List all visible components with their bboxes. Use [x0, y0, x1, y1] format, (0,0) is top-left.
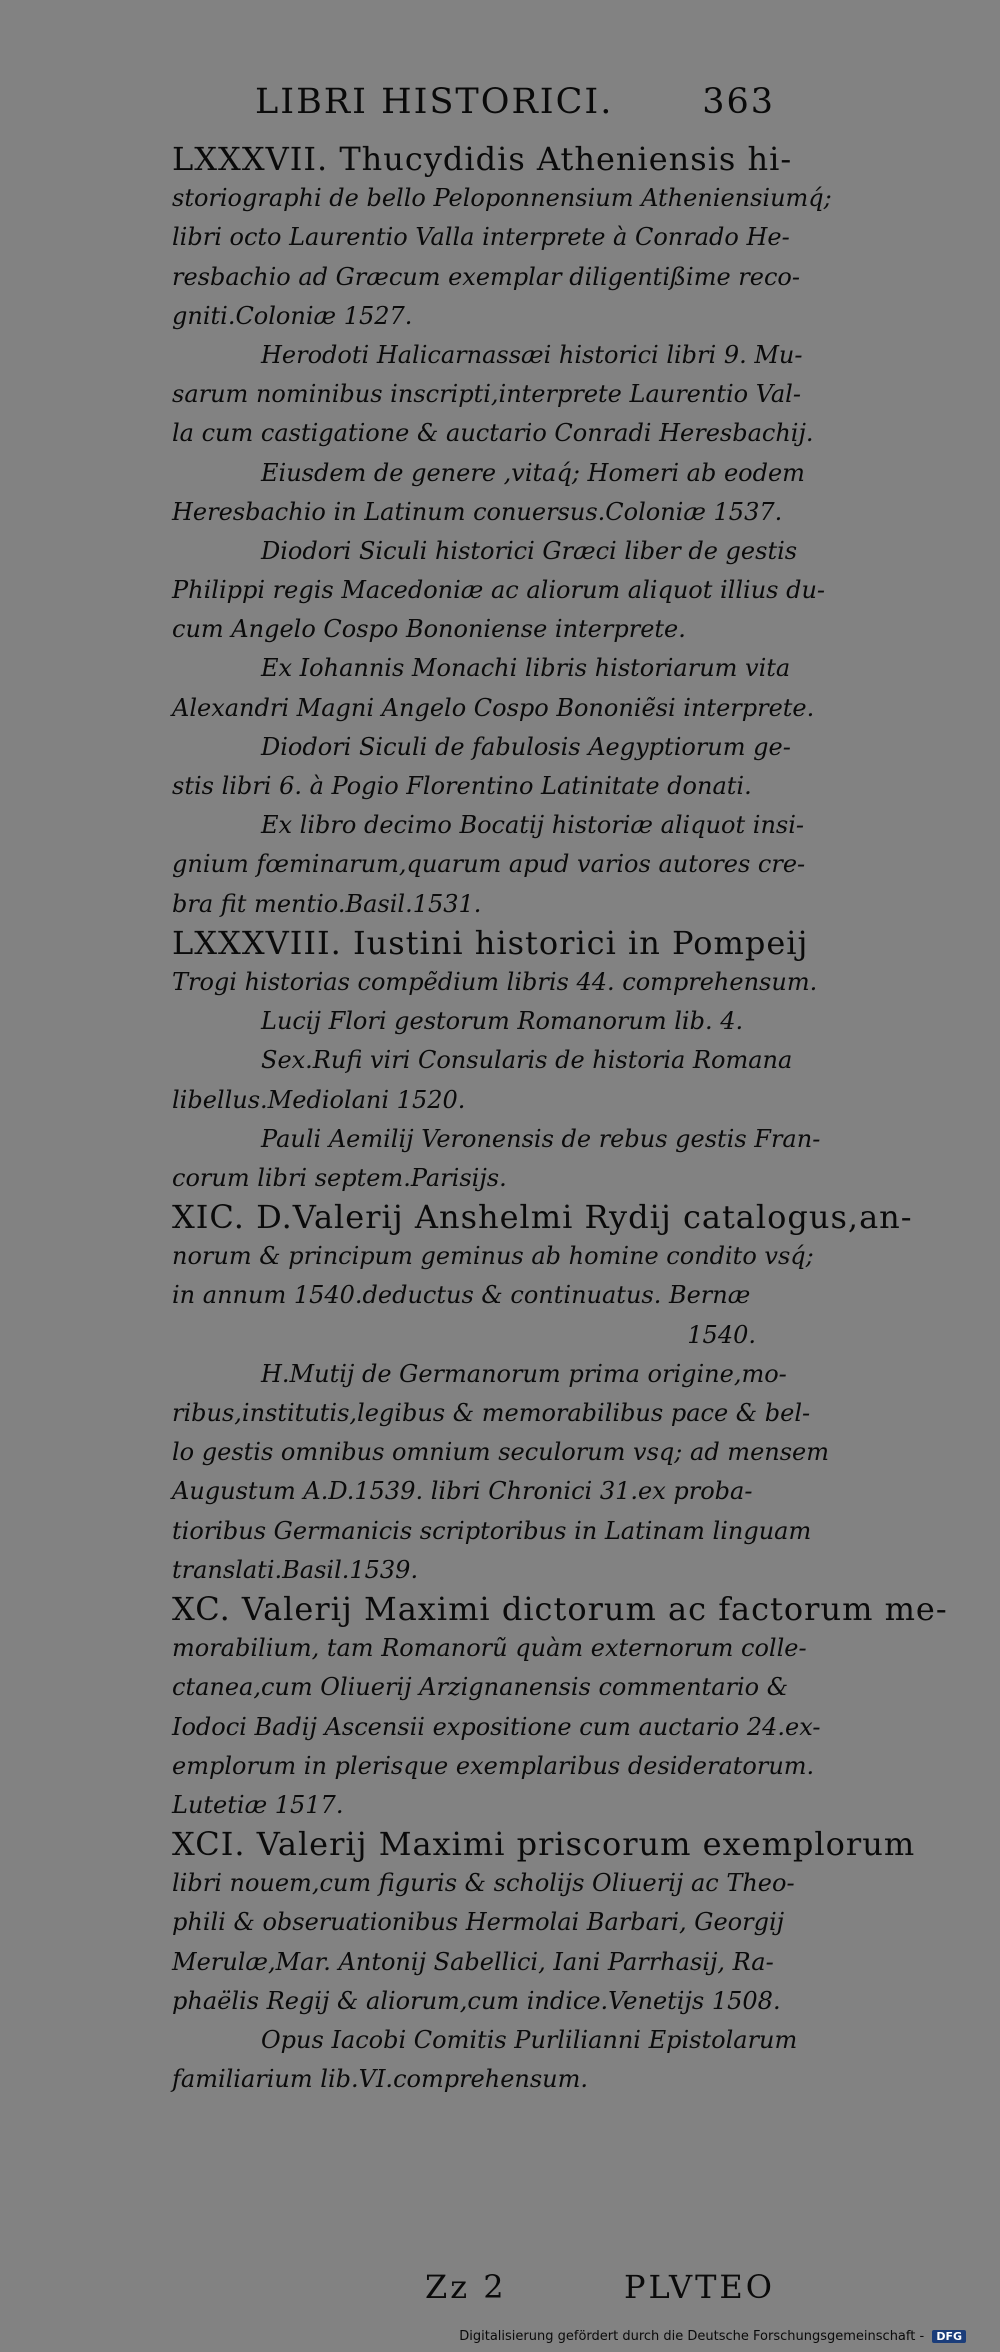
text-line: Iodoci Badij Ascensii expositione cum auctario 24.ex-: [172, 1712, 821, 1741]
text-line: phaëlis Regij & aliorum,cum indice.Venetijs 1508.: [172, 1986, 781, 2015]
text-line: resbachio ad Græcum exemplar diligentißime reco-: [172, 262, 800, 291]
catchword: PLVTEO: [623, 2268, 775, 2306]
text-line: stis libri 6. à Pogio Florentino Latinitate donati.: [172, 772, 752, 800]
page-number: 363: [702, 82, 775, 122]
text-line: Herodoti Halicarnassæi historici libri 9. Mu-: [261, 340, 803, 369]
page-footer: [425, 2268, 775, 2306]
text-line: Merulæ,Mar. Antonij Sabellici, Iani Parrhasij, Ra-: [172, 1947, 774, 1976]
text-line: gniti.Coloniæ 1527.: [172, 301, 413, 330]
text-line: corum libri septem.Parisijs.: [172, 1163, 507, 1192]
running-header: [255, 82, 775, 122]
text-line: norum & principum geminus ab homine condito vsq́;: [172, 1242, 814, 1271]
text-line: 1540.: [687, 1320, 756, 1349]
text-line: Diodori Siculi de fabulosis Aegyptiorum ge-: [261, 732, 791, 761]
text-line: sarum nominibus inscripti,interprete Laurentio Val-: [172, 380, 801, 409]
text-line: Sex.Rufi viri Consularis de historia Romana: [261, 1046, 793, 1075]
text-line: Eiusdem de genere ,vitaq́; Homeri ab eodem: [261, 458, 805, 487]
text-line: XCI. Valerij Maximi priscorum exemplorum: [172, 1825, 916, 1864]
text-line: bra fit mentio.Basil.1531.: [172, 889, 482, 918]
text-line: ribus,institutis,legibus & memorabilibus pace & bel-: [172, 1399, 811, 1427]
text-line: Augustum A.D.1539. libri Chronici 31.ex proba-: [172, 1477, 753, 1506]
text-line: Diodori Siculi historici Græci liber de gestis: [261, 536, 798, 565]
text-line: Opus Iacobi Comitis Purlilianni Epistolarum: [261, 2026, 798, 2054]
text-line: Ex Iohannis Monachi libris historiarum vita: [261, 654, 791, 683]
text-line: gnium fœminarum,quarum apud varios autores cre-: [172, 850, 806, 879]
text-line: storiographi de bello Peloponnensium Atheniensiumq́;: [172, 184, 832, 213]
text-line: libri nouem,cum figuris & scholijs Oliuerij ac Theo-: [172, 1869, 795, 1898]
text-line: Lutetiæ 1517.: [172, 1790, 344, 1819]
text-line: H.Mutij de Germanorum prima origine,mo-: [261, 1359, 787, 1388]
digitization-credit: [459, 2329, 966, 2344]
text-line: lo gestis omnibus omnium seculorum vsq; ad mensem: [172, 1438, 829, 1467]
running-title: LIBRI HISTORICI.: [255, 82, 614, 122]
text-line: familiarium lib.VI.comprehensum.: [172, 2065, 589, 2094]
text-line: ctanea,cum Oliuerij Arzignanensis commentario &: [172, 1673, 789, 1702]
text-line: tioribus Germanicis scriptoribus in Latinam linguam: [172, 1516, 812, 1545]
text-line: morabilium, tam Romanorũ quàm externorum colle-: [172, 1634, 807, 1663]
text-line: XIC. D.Valerij Anshelmi Rydij catalogus,an-: [172, 1198, 913, 1237]
text-line: translati.Basil.1539.: [172, 1555, 419, 1584]
text-line: Alexandri Magni Angelo Cospo Bononiẽsi interprete.: [172, 693, 815, 722]
catalog-text: [172, 140, 948, 2099]
text-line: libellus.Mediolani 1520.: [172, 1085, 466, 1114]
text-line: LXXXVII. Thucydidis Atheniensis hi-: [172, 140, 793, 178]
dfg-logo-icon: DFG: [932, 2330, 966, 2343]
text-line: la cum castigatione & auctario Conradi Heresbachij.: [172, 419, 814, 448]
text-line: emplorum in plerisque exemplaribus desideratorum.: [172, 1751, 815, 1780]
text-line: Trogi historias compẽdium libris 44. comprehensum.: [172, 967, 818, 996]
text-line: LXXXVIII. Iustini historici in Pompeij: [172, 923, 809, 962]
text-line: Philippi regis Macedoniæ ac aliorum aliquot illius du-: [172, 576, 826, 605]
text-line: phili & obseruationibus Hermolai Barbari, Georgij: [172, 1908, 785, 1937]
text-line: XC. Valerij Maximi dictorum ac factorum me-: [172, 1589, 948, 1628]
text-line: Lucij Flori gestorum Romanorum lib. 4.: [261, 1007, 744, 1036]
text-line: Pauli Aemilij Veronensis de rebus gestis Fran-: [261, 1124, 821, 1153]
text-line: libri octo Laurentio Valla interprete à Conrado He-: [172, 223, 790, 252]
text-line: cum Angelo Cospo Bononiense interprete.: [172, 615, 686, 644]
text-line: Ex libro decimo Bocatij historiæ aliquot insi-: [261, 811, 805, 840]
signature-mark: Zz 2: [425, 2268, 507, 2306]
text-line: Heresbachio in Latinum conuersus.Coloniæ 1537.: [172, 497, 783, 526]
text-line: in annum 1540.deductus & continuatus. Bernæ: [172, 1281, 751, 1310]
credit-text: Digitalisierung gefördert durch die Deutsche Forschungsgemeinschaft -: [459, 2329, 925, 2344]
